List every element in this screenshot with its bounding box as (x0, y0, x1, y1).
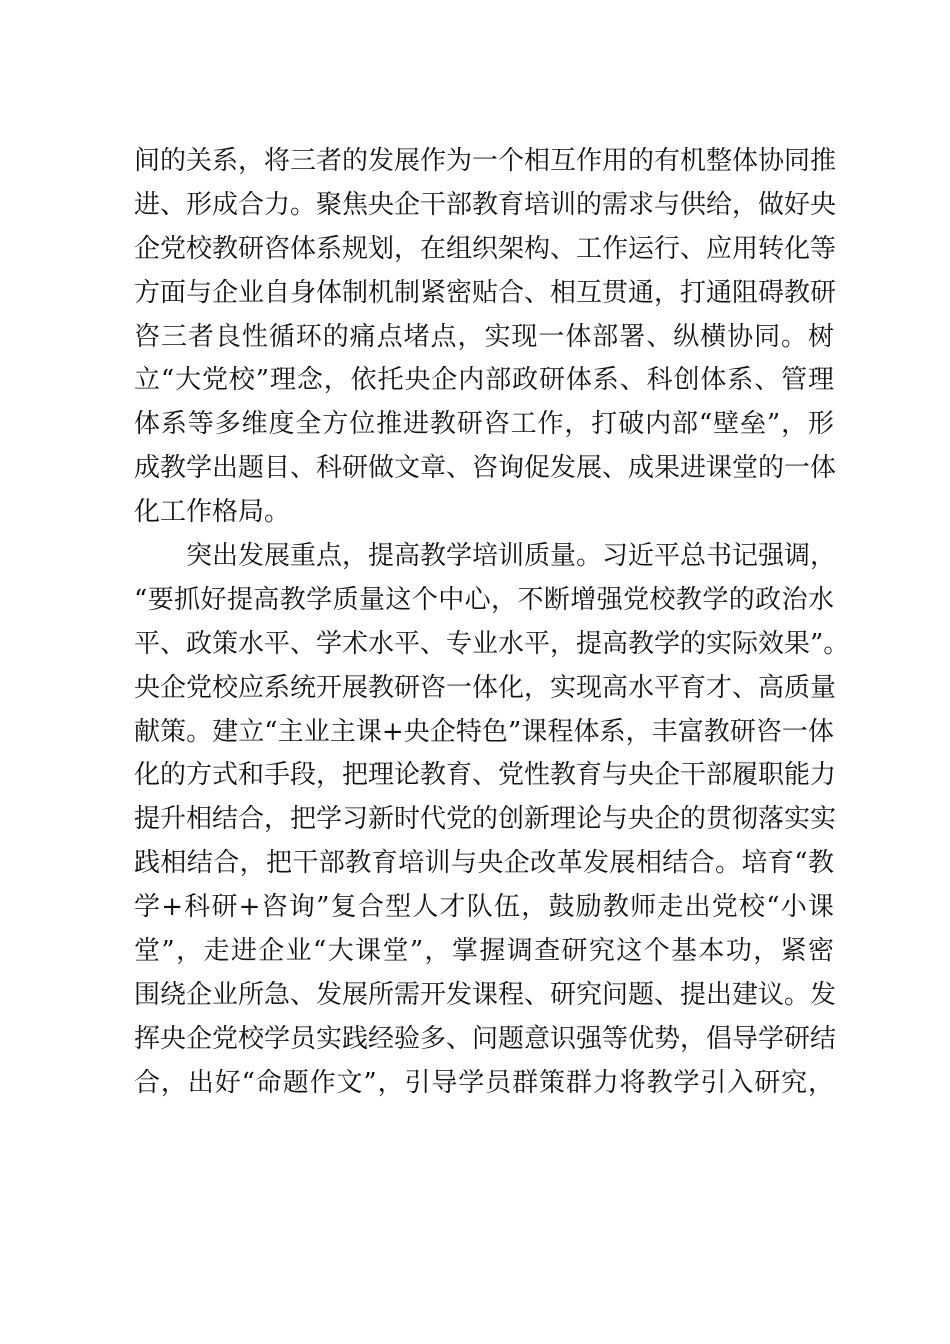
text-line: 合，出好“命题作文”，引导学员群策群力将教学引入研究， (134, 1067, 834, 1098)
text-line: 进、形成合力。聚焦央企干部教育培训的需求与供给，做好央 (134, 189, 837, 220)
text-line: 围绕企业所急、发展所需开发课程、研究问题、提出建议。发 (134, 979, 837, 1010)
text-line: 立“大党校”理念，依托央企内部政研体系、科创体系、管理 (134, 365, 834, 396)
text-line: 成教学出题目、科研做文章、咨询促发展、成果进课堂的一体 (134, 453, 837, 484)
text-line: 堂”，走进企业“大课堂”，掌握调查研究这个基本功，紧密 (134, 936, 834, 967)
text-line: 挥央企党校学员实践经验多、问题意识强等优势，倡导学研结 (134, 1023, 837, 1054)
document-body (134, 140, 850, 1106)
text-line: 践相结合，把干部教育培训与央企改革发展相结合。培育“教 (134, 848, 834, 879)
text-line: 化的方式和手段，把理论教育、党性教育与央企干部履职能力 (134, 760, 837, 791)
text-line: 咨三者良性循环的痛点堵点，实现一体部署、纵横协同。树 (134, 321, 834, 352)
text-line: 化工作格局。 (134, 497, 291, 528)
text-line: 体系等多维度全方位推进教研咨工作，打破内部“壁垒”，形 (134, 409, 834, 440)
text-line: 方面与企业自身体制机制紧密贴合、相互贯通，打通阻碍教研 (134, 277, 837, 308)
text-line: 央企党校应系统开展教研咨一体化，实现高水平育才、高质量 (134, 672, 837, 703)
text-line: 企党校教研咨体系规划，在组织架构、工作运行、应用转化等 (134, 233, 837, 264)
text-line: 提升相结合，把学习新时代党的创新理论与央企的贯彻落实实 (134, 804, 837, 835)
text-line: 间的关系，将三者的发展作为一个相互作用的有机整体协同推 (134, 146, 837, 176)
text-line: 献策。建立“主业主课+央企特色”课程体系，丰富教研咨一体 (134, 716, 834, 747)
text-line: 平、政策水平、学术水平、专业水平，提高教学的实际效果”。 (134, 628, 850, 659)
text-line: 突出发展重点，提高教学培训质量。习近平总书记强调， (186, 541, 837, 572)
text-line: “要抓好提高教学质量这个中心，不断增强党校教学的政治水 (134, 584, 834, 615)
paragraph-1 (134, 140, 837, 535)
paragraph-2 (134, 535, 850, 1106)
text-line: 学+科研+咨询”复合型人才队伍，鼓励教师走出党校“小课 (134, 892, 834, 923)
